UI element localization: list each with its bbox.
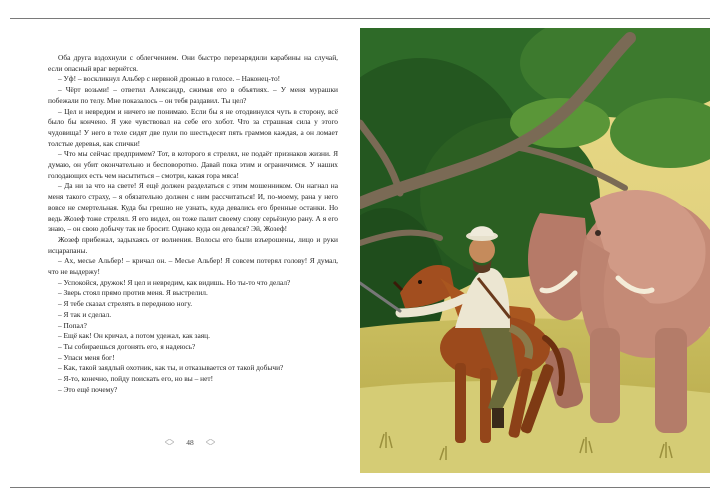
diamond-ornament-icon [165,439,174,445]
paragraph: Оба друга вздохнули с облегчением. Они быстро перезарядили карабины на случай, если опасный враг вернётся. [48,53,338,73]
paragraph: – Зверь стоял прямо против меня. Я выстрелил. [58,288,208,298]
page-number: 48 [186,437,194,447]
illustration-painting [360,28,710,473]
paragraph: Жозеф прибежал, задыхаясь от волнения. Волосы его были взъерошены, лицо и руки исцарапаны. [48,234,338,255]
diamond-ornament-icon [206,439,215,445]
paragraph: – Упаси меня бог! [58,352,115,362]
paragraph: – Я тебе сказал стрелять в переднюю ногу. [58,299,193,309]
top-rule [10,18,710,19]
paragraph: – Попал? [58,320,87,330]
paragraph: – Да ни за что на свете! Я ещё должен разделаться с этим мошенником. Он нагнал на меня такого страху, – я обязательно должен с ним рассчитаться! И, по-моему, рана у него вовсе не смертельная. Куда бы грешно не узнать, куда девались его бренные останки. Но ведь Жозеф тоже стрелял. Я его видел, он тоже палит своему слову серьёзную рану. А я его знаю, – он свою добычу так не бросит. Однако куда он девался? Эй, Жозеф! [48,181,338,234]
paragraph: – Я так и сделал. [58,309,112,319]
bottom-rule [10,487,710,488]
paragraph: – Я-то, конечно, пойду поискать его, но вы – нет! [58,374,214,384]
paragraph: – Ты собираешься догонять его, я надеюсь? [58,341,196,351]
illustration [360,28,710,473]
paragraph: – Чёрт возьми! – ответил Александр, сжимая его в объятиях. – У меня мурашки побежали по телу. Мне показалось – он тебя раздавил. Ты цел? [48,85,338,105]
paragraph: – Это ещё почему? [58,384,118,394]
paragraph: – Как, такой заядлый охотник, как ты, и отказывается от такой добычи? [58,363,284,373]
elephant [528,190,710,433]
page-folio [165,436,215,448]
paragraph: – Уф! – воскликнул Альбер с нервной дрожью в голосе. – Наконец-то! [58,74,281,84]
paragraph: – Ещё как! Он кричал, а потом удежал, как заяц. [58,331,210,341]
paragraph: – Что мы сейчас предпримем? Тот, в которого я стрелял, не подаёт признаков жизни. Я думаю, он убит окончательно и бесповоротно. Давай пока этим и ограничимся. У наших голодающих есть чем насытиться – смотри, какая гора мяса! [48,149,338,180]
paragraph: – Успокойся, дружок! Я цел и невредим, как видишь. Но ты-то что делал? [58,277,291,287]
paragraph: – Цел и невредим и ничего не понимаю. Если бы я не отодвинулся чуть в сторону, всё было бы кончено. Я уже чувствовал на себе его хобот. Что за страшная сила у этого чудовища! У него в теле сидят две пули по шестьдесят пять граммов каждая, а он ломает толстые деревья, как спички! [48,106,338,148]
body-text [48,53,338,396]
paragraph: – Ах, месье Альбер! – кричал он. – Месье Альбер! Я совсем потерял голову! Я думал, что не выдержу! [48,256,338,277]
